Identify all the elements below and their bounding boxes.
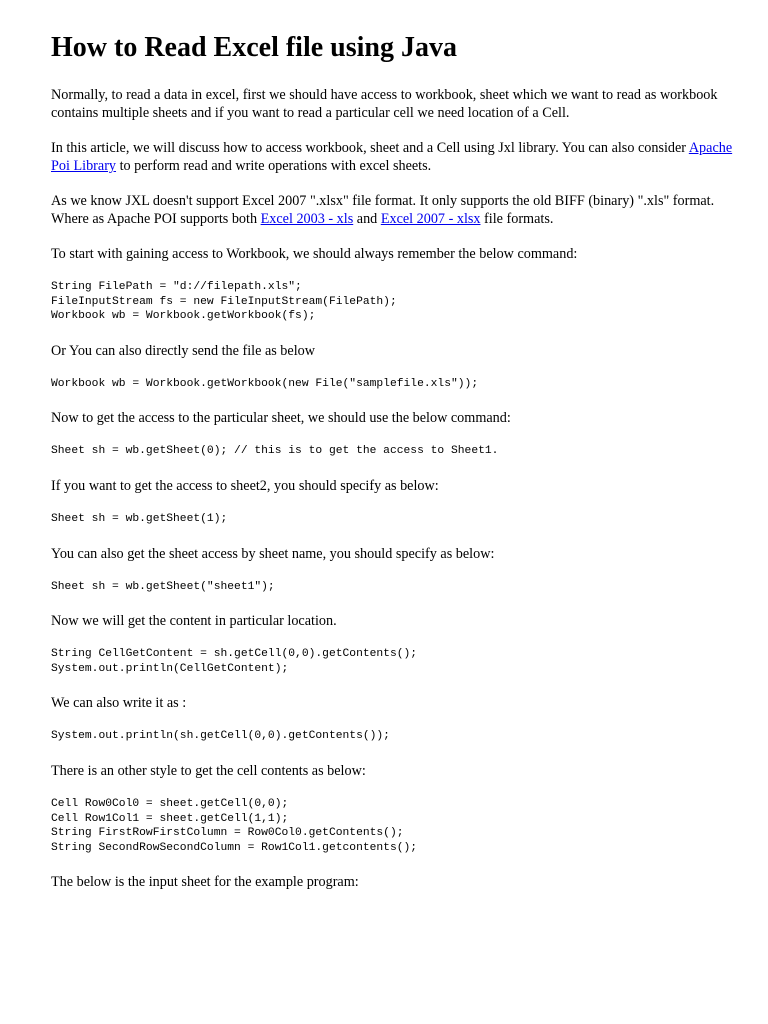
direct-file-paragraph: Or You can also directly send the file as below: [51, 342, 315, 359]
input-sheet-paragraph: The below is the input sheet for the example program:: [51, 874, 359, 891]
excel-2003-link[interactable]: Excel 2003 - xls: [260, 211, 354, 227]
code-line: System.out.println(sh.getCell(0,0).getContents());: [51, 730, 390, 743]
code-line: Sheet sh = wb.getSheet(1);: [51, 512, 228, 525]
jxl-text-before: In this article, we will discuss how to access workbook, sheet and a Cell using Jxl library. You can also consider: [51, 140, 689, 156]
code-block-write-as: [51, 729, 741, 744]
format-text-mid: and: [353, 211, 381, 227]
page-title: How to Read Excel file using Java: [51, 32, 457, 63]
code-line: String FilePath = "d://filepath.xls";: [51, 281, 302, 293]
format-text-before: As we know JXL doesn't support Excel 2007 ".xlsx" file format. It only supports the old BIFF (binary) ".xls" format. Where as Apache POI supports both: [51, 193, 715, 227]
format-text-after: file formats.: [480, 211, 554, 227]
code-line: Cell Row0Col0 = sheet.getCell(0,0);: [51, 797, 289, 810]
code-line: Sheet sh = wb.getSheet(0); // this is to get the access to Sheet1.: [51, 445, 499, 458]
sheet2-paragraph: If you want to get the access to sheet2, you should specify as below:: [51, 477, 439, 494]
jxl-paragraph: [51, 139, 741, 175]
code-block-sheet2: [51, 512, 741, 527]
code-block-sheet-name: [51, 580, 741, 595]
other-style-paragraph: There is an other style to get the cell contents as below:: [51, 762, 366, 779]
code-block-other-style: [51, 797, 741, 855]
code-block-workbook: [51, 280, 741, 324]
article: [51, 28, 741, 908]
code-line: Workbook wb = Workbook.getWorkbook(fs);: [51, 310, 316, 323]
code-block-sheet1: [51, 444, 741, 459]
code-block-content: [51, 647, 741, 676]
code-line: System.out.println(CellGetContent);: [51, 662, 289, 675]
content-paragraph: Now we will get the content in particular location.: [51, 613, 337, 630]
workbook-paragraph: To start with gaining access to Workbook, we should always remember the below command:: [51, 246, 578, 262]
code-line: Sheet sh = wb.getSheet("sheet1");: [51, 580, 275, 593]
code-line: String FirstRowFirstColumn = Row0Col0.getContents();: [51, 827, 404, 840]
format-paragraph: [51, 192, 741, 228]
code-line: Workbook wb = Workbook.getWorkbook(new File("samplefile.xls"));: [51, 377, 479, 390]
sheet-access-paragraph: Now to get the access to the particular sheet, we should use the below command:: [51, 410, 511, 427]
jxl-text-after: to perform read and write operations with excel sheets.: [116, 158, 432, 174]
excel-2007-link[interactable]: Excel 2007 - xlsx: [380, 211, 481, 227]
intro-paragraph: Normally, to read a data in excel, first we should have access to workbook, sheet which we want to read as workbook contains multiple sheets and if you want to read a particular cell we need location of a Cell.: [51, 87, 718, 121]
sheet-name-paragraph: You can also get the sheet access by sheet name, you should specify as below:: [51, 545, 495, 562]
code-block-direct-file: [51, 377, 741, 392]
code-line: Cell Row1Col1 = sheet.getCell(1,1);: [51, 812, 289, 825]
code-line: String SecondRowSecondColumn = Row1Col1.getcontents();: [51, 841, 418, 854]
apache-poi-link[interactable]: Apache Poi Library: [51, 140, 733, 174]
write-as-paragraph: We can also write it as :: [51, 695, 187, 712]
code-line: String CellGetContent = sh.getCell(0,0).getContents();: [51, 648, 418, 661]
code-line: FileInputStream fs = new FileInputStream(FilePath);: [51, 295, 397, 308]
